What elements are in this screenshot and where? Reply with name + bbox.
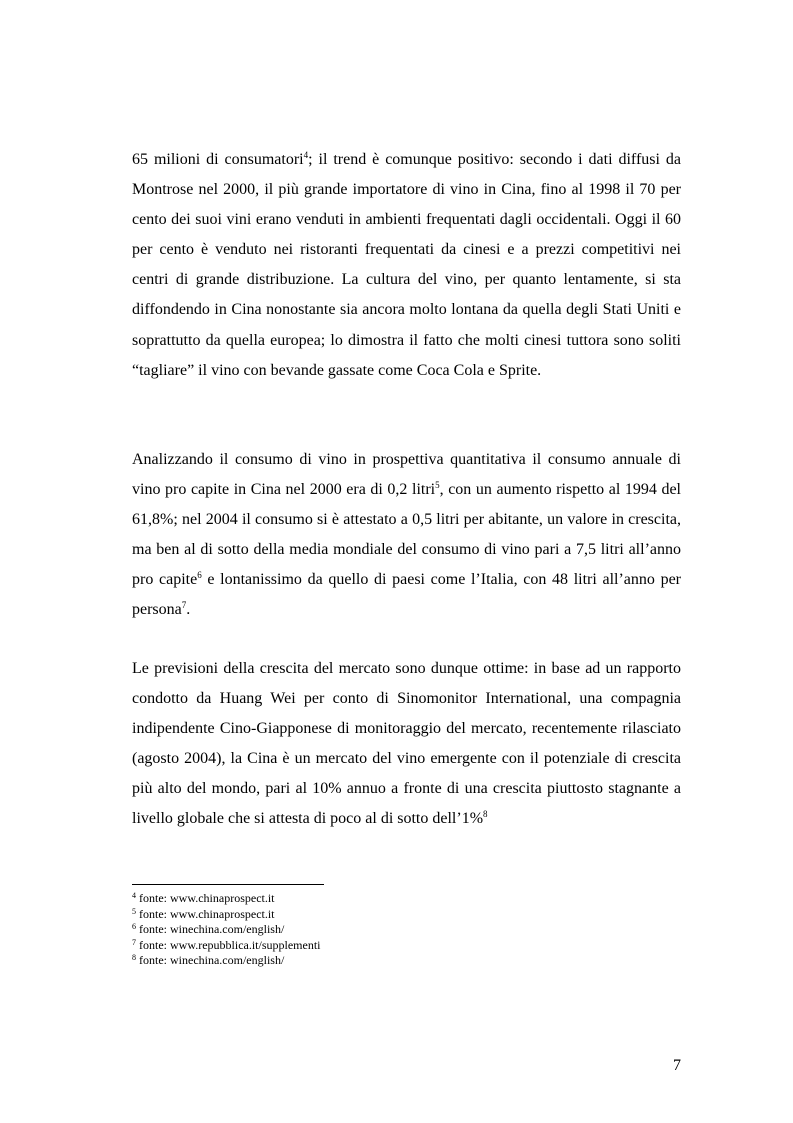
paragraph-consumers-trend xyxy=(132,145,681,386)
footnote-number: 7 xyxy=(132,937,136,947)
footnote-text: fonte: www.chinaprospect.it xyxy=(139,891,275,905)
footnote-text: fonte: www.chinaprospect.it xyxy=(139,906,275,921)
paragraph-text: , con un aumento rispetto al 1994 del 61,8%; nel 2004 il consumo si è attestato a 0,5 litri per abitante, un valore in crescita, ma ben al di sotto della media mondiale del consumo di vino pari a 7,5 litri all’anno pro capite xyxy=(132,481,682,589)
footnote-8 xyxy=(132,953,681,969)
footnote-number: 4 xyxy=(132,891,136,900)
footnote-4 xyxy=(132,891,681,907)
footnote-number: 5 xyxy=(132,906,136,916)
paragraph-text: ; il trend è comunque positivo: secondo i dati diffusi da Montrose nel 2000, il più grande importatore di vino in Cina, fino al 1998 il 70 per cento dei suoi vini erano venduti in ambienti frequentati dagli occidentali. Oggi il 60 per cento è venduto nei ristoranti frequentati da cinesi e a prezzi competitivi nei centri di grande distribuzione. La cultura del vino, per quanto lentamente, si sta diffondendo in Cina nonostante sia ancora molto lontana da quella degli Stati Uniti e soprattutto da quella europea; lo dimostra il fatto che molti cinesi tuttora sono soliti “tagliare” il vino con bevande gassate come Coca Cola e Sprite. xyxy=(132,151,682,379)
footnote-reference-6[interactable]: 6 xyxy=(197,570,202,581)
footnotes xyxy=(132,891,681,969)
paragraph-text: . xyxy=(186,601,191,619)
paragraph-market-forecast xyxy=(132,654,681,835)
page-number: 7 xyxy=(673,1057,681,1074)
footnote-reference-7[interactable]: 7 xyxy=(181,600,187,611)
paragraph-text: Analizzando il consumo di vino in prospettiva quantitativa il consumo annuale di vino pro capite in Cina nel 2000 era di 0,2 litri xyxy=(132,451,681,499)
footnote-5 xyxy=(132,907,681,923)
paragraph-consumption-quantitative xyxy=(132,445,681,626)
footnote-text: fonte: winechina.com/english/ xyxy=(139,953,285,968)
paragraph-text: Le previsioni della crescita del mercato sono dunque ottime: in base ad un rapporto condotto da Huang Wei per conto di Sinomonitor International, una compagnia indipendente Cino-Giapponese di monitoraggio del mercato, recentemente rilasciato (agosto 2004), la Cina è un mercato del vino emergente con il potenziale di crescita più alto del mondo, pari al 10% annuo a fronte di una crescita piuttosto stagnante a livello globale che si attesta di poco al di sotto dell’1% xyxy=(132,660,681,828)
footnote-6 xyxy=(132,922,681,938)
footnote-text: fonte: www.repubblica.it/supplementi xyxy=(139,937,321,952)
footnote-7 xyxy=(132,938,681,954)
footnote-text: fonte: winechina.com/english/ xyxy=(139,922,285,937)
paragraph-text: e lontanissimo da quello di paesi come l’Italia, con 48 litri all’anno per persona xyxy=(132,571,681,619)
footnote-number: 6 xyxy=(132,922,136,932)
footnote-separator xyxy=(132,884,324,885)
paragraph-text: 65 milioni di consumatori xyxy=(132,151,304,168)
footnote-reference-8[interactable]: 8 xyxy=(483,809,488,820)
footnote-number: 8 xyxy=(132,953,136,963)
footnote-reference-4[interactable]: 4 xyxy=(303,150,309,160)
footnote-reference-5[interactable]: 5 xyxy=(435,480,440,491)
